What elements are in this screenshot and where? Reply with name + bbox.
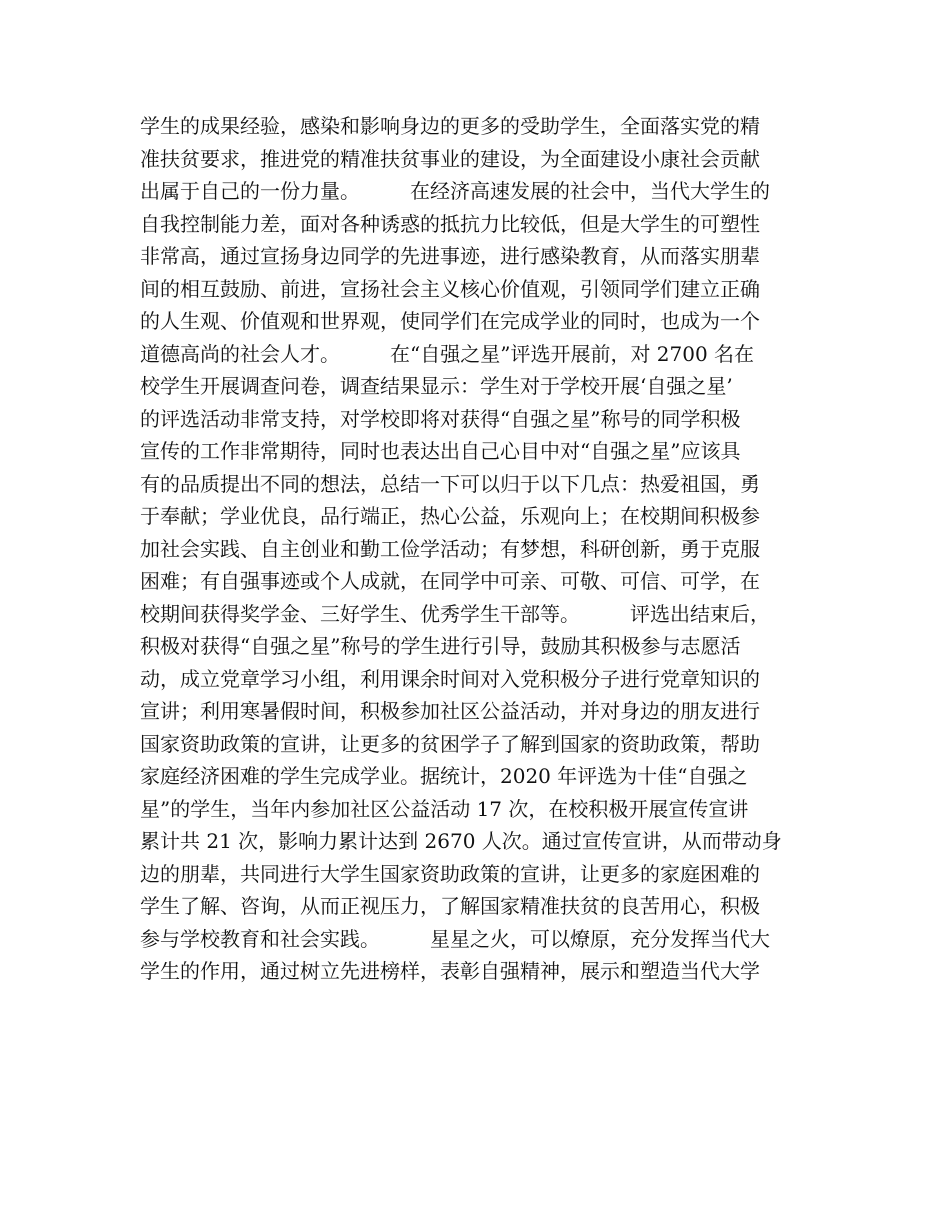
text-line: 动，成立党章学习小组，利用课余时间对入党积极分子进行党章知识的	[140, 666, 760, 691]
text-line: 道德高尚的社会人才。 在“自强之星”评选开展前，对 2700 名在	[140, 341, 755, 366]
text-line: 自我控制能力差，面对各种诱惑的抵抗力比较低，但是大学生的可塑性	[140, 211, 760, 236]
text-line: 星”的学生，当年内参加社区公益活动 17 次，在校积极开展宣传宣讲	[140, 796, 749, 821]
text-line: 国家资助政策的宣讲，让更多的贫困学子了解到国家的资助政策，帮助	[140, 731, 760, 756]
text-line: 出属于自己的一份力量。 在经济高速发展的社会中，当代大学生的	[140, 179, 770, 203]
text-line: 准扶贫要求，推进党的精准扶贫事业的建设，为全面建设小康社会贡献	[140, 146, 760, 171]
text-line: 宣讲；利用寒暑假时间，积极参加社区公益活动，并对身边的朋友进行	[140, 699, 760, 723]
text-line: 校学生开展调查问卷，调查结果显示：学生对于学校开展‘自强之星’	[140, 374, 733, 398]
text-line: 于奉献；学业优良，品行端正，热心公益，乐观向上；在校期间积极参	[140, 504, 760, 528]
text-line: 困难；有自强事迹或个人成就，在同学中可亲、可敬、可信、可学，在	[140, 569, 760, 593]
text-line: 的人生观、价值观和世界观，使同学们在完成学业的同时，也成为一个	[140, 309, 760, 333]
text-line: 宣传的工作非常期待，同时也表达出自己心目中对“自强之星”应该具	[140, 439, 741, 463]
text-line: 有的品质提出不同的想法，总结一下可以归于以下几点：热爱祖国，勇	[140, 471, 760, 496]
text-line: 间的相互鼓励、前进，宣扬社会主义核心价值观，引领同学们建立正确	[140, 276, 760, 301]
text-line: 家庭经济困难的学生完成学业。据统计，2020 年评选为十佳“自强之	[140, 764, 748, 788]
text-line: 的评选活动非常支持，对学校即将对获得“自强之星”称号的同学积极	[140, 406, 741, 431]
text-line: 学生的成果经验，感染和影响身边的更多的受助学生，全面落实党的精	[140, 114, 760, 138]
text-line: 学生的作用，通过树立先进榜样，表彰自强精神，展示和塑造当代大学	[140, 959, 760, 983]
text-line: 校期间获得奖学金、三好学生、优秀学生干部等。 评选出结束后，	[140, 601, 770, 626]
text-line: 非常高，通过宣扬身边同学的先进事迹，进行感染教育，从而落实朋辈	[140, 244, 760, 268]
text-line: 累计共 21 次，影响力累计达到 2670 人次。通过宣传宣讲，从而带动身	[140, 829, 782, 853]
text-line: 加社会实践、自主创业和勤工俭学活动；有梦想，科研创新，勇于克服	[140, 536, 760, 561]
text-line: 参与学校教育和社会实践。 星星之火，可以燎原，充分发挥当代大	[140, 926, 770, 951]
text-line: 学生了解、咨询，从而正视压力，了解国家精准扶贫的良苦用心，积极	[140, 894, 760, 918]
text-line: 积极对获得“自强之星”称号的学生进行引导，鼓励其积极参与志愿活	[140, 634, 741, 658]
text-line: 边的朋辈，共同进行大学生国家资助政策的宣讲，让更多的家庭困难的	[140, 861, 760, 886]
body-text	[140, 110, 840, 988]
